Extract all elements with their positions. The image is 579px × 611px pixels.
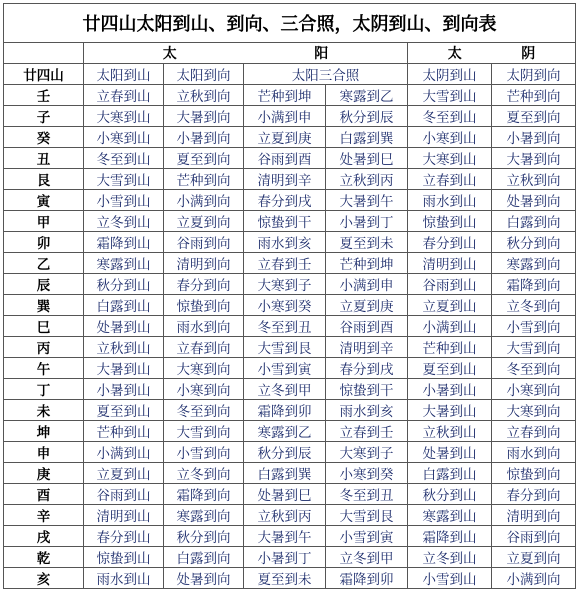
table-cell: 立夏到山 [84, 463, 164, 484]
table-cell: 春分到戌 [244, 190, 326, 211]
table-cell: 夏至到向 [164, 148, 244, 169]
table-cell: 雨水到向 [492, 442, 576, 463]
table-cell: 清明到山 [84, 505, 164, 526]
table-cell: 小寒到向 [164, 379, 244, 400]
col-header-sun-to-facing: 太阳到向 [164, 64, 244, 85]
table-cell: 小雪到山 [84, 190, 164, 211]
mountain-cell: 乙 [4, 253, 84, 274]
table-cell: 霜降到向 [492, 274, 576, 295]
table-cell: 立春到向 [164, 337, 244, 358]
mountain-cell: 子 [4, 106, 84, 127]
table-row [4, 442, 576, 463]
table-cell: 大雪到艮 [244, 337, 326, 358]
mountain-cell: 丁 [4, 379, 84, 400]
table-cell: 雨水到山 [84, 568, 164, 589]
table-cell: 雨水到亥 [244, 232, 326, 253]
table-cell: 夏至到向 [492, 106, 576, 127]
table-cell: 谷雨到向 [492, 526, 576, 547]
table-row [4, 547, 576, 568]
col-header-mountain: 廿四山 [4, 64, 84, 85]
table-row [4, 127, 576, 148]
table-cell: 小暑到向 [164, 127, 244, 148]
table-cell: 处暑到向 [164, 568, 244, 589]
mountain-cell: 庚 [4, 463, 84, 484]
table-cell: 芒种到坤 [244, 85, 326, 106]
table-row [4, 568, 576, 589]
table-cell: 大暑到向 [164, 106, 244, 127]
table-cell: 秋分到山 [408, 484, 492, 505]
table-cell: 大暑到山 [408, 400, 492, 421]
table-row [4, 169, 576, 190]
table-row [4, 85, 576, 106]
table-cell: 寒露到乙 [326, 85, 408, 106]
table-cell: 处暑到山 [84, 316, 164, 337]
table-cell: 冬至到山 [408, 106, 492, 127]
table-cell: 寒露到山 [408, 505, 492, 526]
table-cell: 立春到壬 [326, 421, 408, 442]
table-cell: 白露到巽 [244, 463, 326, 484]
table-cell: 立春到向 [492, 421, 576, 442]
table-cell: 小暑到山 [408, 379, 492, 400]
col-header-sun-triple: 太阳三合照 [244, 64, 408, 85]
table-cell: 处暑到巳 [326, 148, 408, 169]
table-cell: 大寒到向 [164, 358, 244, 379]
table-cell: 白露到山 [84, 295, 164, 316]
table-cell: 寒露到山 [84, 253, 164, 274]
table-cell: 小雪到向 [492, 316, 576, 337]
table-cell: 白露到山 [408, 463, 492, 484]
mountain-cell: 癸 [4, 127, 84, 148]
table-cell: 立冬到山 [408, 547, 492, 568]
table-row [4, 463, 576, 484]
table-cell: 大暑到午 [326, 190, 408, 211]
table-cell: 小雪到寅 [244, 358, 326, 379]
table-cell: 秋分到辰 [326, 106, 408, 127]
table-cell: 秋分到向 [164, 526, 244, 547]
table-cell: 小满到向 [164, 190, 244, 211]
mountain-cell: 艮 [4, 169, 84, 190]
table-cell: 秋分到辰 [244, 442, 326, 463]
sun-group-header [84, 43, 408, 64]
mountain-cell: 乾 [4, 547, 84, 568]
table-cell: 大雪到向 [492, 337, 576, 358]
table-cell: 冬至到向 [164, 400, 244, 421]
table-cell: 春分到山 [84, 526, 164, 547]
table-cell: 谷雨到山 [408, 274, 492, 295]
mountain-cell: 申 [4, 442, 84, 463]
table-row [4, 379, 576, 400]
mountain-cell: 未 [4, 400, 84, 421]
table-cell: 芒种到山 [84, 421, 164, 442]
table-cell: 白露到向 [492, 211, 576, 232]
table-cell: 小暑到丁 [326, 211, 408, 232]
table-cell: 小暑到向 [492, 127, 576, 148]
sun-group-char-2: 阳 [314, 46, 329, 62]
table-cell: 立冬到向 [492, 295, 576, 316]
table-cell: 小寒到癸 [244, 295, 326, 316]
table-cell: 小暑到山 [84, 379, 164, 400]
table-cell: 立春到山 [408, 169, 492, 190]
table-cell: 小寒到癸 [326, 463, 408, 484]
table-cell: 立春到山 [84, 85, 164, 106]
table-cell: 雨水到亥 [326, 400, 408, 421]
table-cell: 霜降到山 [84, 232, 164, 253]
table-cell: 惊蛰到干 [244, 211, 326, 232]
table-cell: 小雪到山 [408, 568, 492, 589]
table-row [4, 484, 576, 505]
table-cell: 寒露到向 [164, 505, 244, 526]
mountain-cell: 卯 [4, 232, 84, 253]
table-cell: 立秋到丙 [326, 169, 408, 190]
table-cell: 夏至到未 [326, 232, 408, 253]
table-row [4, 421, 576, 442]
table-cell: 夏至到未 [244, 568, 326, 589]
table-row [4, 106, 576, 127]
table-row [4, 211, 576, 232]
table-cell: 秋分到山 [84, 274, 164, 295]
mountain-cell: 寅 [4, 190, 84, 211]
moon-group-char-2: 阴 [521, 46, 536, 62]
table-cell: 惊蛰到向 [164, 295, 244, 316]
table-cell: 大雪到山 [408, 85, 492, 106]
table-cell: 芒种到向 [164, 169, 244, 190]
table-cell: 寒露到向 [492, 253, 576, 274]
table-cell: 秋分到向 [492, 232, 576, 253]
table-cell: 小满到申 [326, 274, 408, 295]
table-cell: 冬至到向 [492, 358, 576, 379]
table-cell: 立春到壬 [244, 253, 326, 274]
col-header-moon-to-facing: 太阴到向 [492, 64, 576, 85]
table-row [4, 232, 576, 253]
table-cell: 谷雨到向 [164, 232, 244, 253]
table-row [4, 274, 576, 295]
moon-group-char-1: 太 [447, 46, 462, 62]
table-row [4, 295, 576, 316]
table-cell: 小暑到丁 [244, 547, 326, 568]
title-row [4, 4, 576, 43]
table-cell: 立秋到丙 [244, 505, 326, 526]
table-cell: 霜降到卯 [326, 568, 408, 589]
table-cell: 霜降到卯 [244, 400, 326, 421]
mountain-cell: 酉 [4, 484, 84, 505]
table-cell: 小满到向 [492, 568, 576, 589]
table-cell: 立夏到向 [164, 211, 244, 232]
table-title: 廿四山太阳到山、到向、三合照，太阴到山、到向表 [4, 4, 576, 43]
table-cell: 清明到辛 [326, 337, 408, 358]
table-cell: 芒种到山 [408, 337, 492, 358]
table-cell: 夏至到山 [408, 358, 492, 379]
table-cell: 小寒到向 [492, 379, 576, 400]
table-cell: 冬至到山 [84, 148, 164, 169]
table-cell: 大暑到午 [244, 526, 326, 547]
table-row [4, 316, 576, 337]
table-cell: 立夏到庚 [244, 127, 326, 148]
table-row [4, 400, 576, 421]
table-cell: 惊蛰到山 [408, 211, 492, 232]
mountain-cell: 辛 [4, 505, 84, 526]
sun-moon-table [3, 3, 576, 589]
table-cell: 小寒到山 [84, 127, 164, 148]
table-cell: 夏至到山 [84, 400, 164, 421]
table-cell: 小满到申 [244, 106, 326, 127]
table-cell: 立夏到山 [408, 295, 492, 316]
mountain-cell: 丑 [4, 148, 84, 169]
table-cell: 寒露到乙 [244, 421, 326, 442]
table-cell: 立秋到向 [164, 85, 244, 106]
sun-group-char-1: 太 [162, 46, 177, 62]
table-cell: 惊蛰到山 [84, 547, 164, 568]
table-cell: 春分到戌 [326, 358, 408, 379]
table-cell: 立秋到山 [84, 337, 164, 358]
mountain-cell: 甲 [4, 211, 84, 232]
table-cell: 小满到山 [408, 316, 492, 337]
moon-group-header [408, 43, 576, 64]
table-cell: 清明到山 [408, 253, 492, 274]
col-header-moon-to-mountain: 太阴到山 [408, 64, 492, 85]
table-cell: 谷雨到山 [84, 484, 164, 505]
table-cell: 立夏到向 [492, 547, 576, 568]
table-cell: 处暑到向 [492, 190, 576, 211]
mountain-cell: 丙 [4, 337, 84, 358]
table-row [4, 190, 576, 211]
table-cell: 春分到向 [164, 274, 244, 295]
column-header-row [4, 64, 576, 85]
table-cell: 冬至到丑 [244, 316, 326, 337]
table-cell: 大寒到子 [244, 274, 326, 295]
table-cell: 立冬到甲 [326, 547, 408, 568]
sun-moon-table-container [3, 3, 575, 589]
table-cell: 白露到巽 [326, 127, 408, 148]
table-cell: 小满到山 [84, 442, 164, 463]
table-cell: 处暑到巳 [244, 484, 326, 505]
table-cell: 清明到向 [164, 253, 244, 274]
mountain-cell: 辰 [4, 274, 84, 295]
table-cell: 小寒到山 [408, 127, 492, 148]
mountain-cell: 巳 [4, 316, 84, 337]
table-cell: 芒种到向 [492, 85, 576, 106]
table-row [4, 253, 576, 274]
table-row [4, 505, 576, 526]
table-cell: 立秋到山 [408, 421, 492, 442]
table-cell: 谷雨到酉 [326, 316, 408, 337]
table-cell: 大雪到山 [84, 169, 164, 190]
table-cell: 大寒到子 [326, 442, 408, 463]
table-cell: 立秋到向 [492, 169, 576, 190]
table-row [4, 526, 576, 547]
col-header-sun-to-mountain: 太阳到山 [84, 64, 164, 85]
table-cell: 处暑到山 [408, 442, 492, 463]
table-row [4, 358, 576, 379]
table-cell: 芒种到坤 [326, 253, 408, 274]
table-cell: 雨水到向 [164, 316, 244, 337]
group-header-blank [4, 43, 84, 64]
table-cell: 雨水到山 [408, 190, 492, 211]
table-row [4, 337, 576, 358]
table-cell: 惊蛰到向 [492, 463, 576, 484]
table-cell: 立冬到山 [84, 211, 164, 232]
table-cell: 清明到向 [492, 505, 576, 526]
table-cell: 大雪到向 [164, 421, 244, 442]
table-cell: 大寒到山 [84, 106, 164, 127]
table-row [4, 148, 576, 169]
table-cell: 冬至到丑 [326, 484, 408, 505]
table-cell: 大暑到向 [492, 148, 576, 169]
mountain-cell: 午 [4, 358, 84, 379]
table-cell: 惊蛰到干 [326, 379, 408, 400]
mountain-cell: 亥 [4, 568, 84, 589]
mountain-cell: 坤 [4, 421, 84, 442]
table-cell: 春分到山 [408, 232, 492, 253]
table-cell: 春分到向 [492, 484, 576, 505]
table-cell: 立夏到庚 [326, 295, 408, 316]
mountain-cell: 巽 [4, 295, 84, 316]
table-cell: 大暑到山 [84, 358, 164, 379]
table-cell: 谷雨到酉 [244, 148, 326, 169]
table-cell: 大寒到向 [492, 400, 576, 421]
mountain-cell: 戌 [4, 526, 84, 547]
table-cell: 立冬到向 [164, 463, 244, 484]
table-cell: 大雪到艮 [326, 505, 408, 526]
mountain-cell: 壬 [4, 85, 84, 106]
table-cell: 清明到辛 [244, 169, 326, 190]
table-cell: 小雪到寅 [326, 526, 408, 547]
table-cell: 霜降到山 [408, 526, 492, 547]
table-cell: 立冬到甲 [244, 379, 326, 400]
group-header-row [4, 43, 576, 64]
table-cell: 小雪到向 [164, 442, 244, 463]
table-cell: 白露到向 [164, 547, 244, 568]
table-cell: 霜降到向 [164, 484, 244, 505]
table-cell: 大寒到山 [408, 148, 492, 169]
